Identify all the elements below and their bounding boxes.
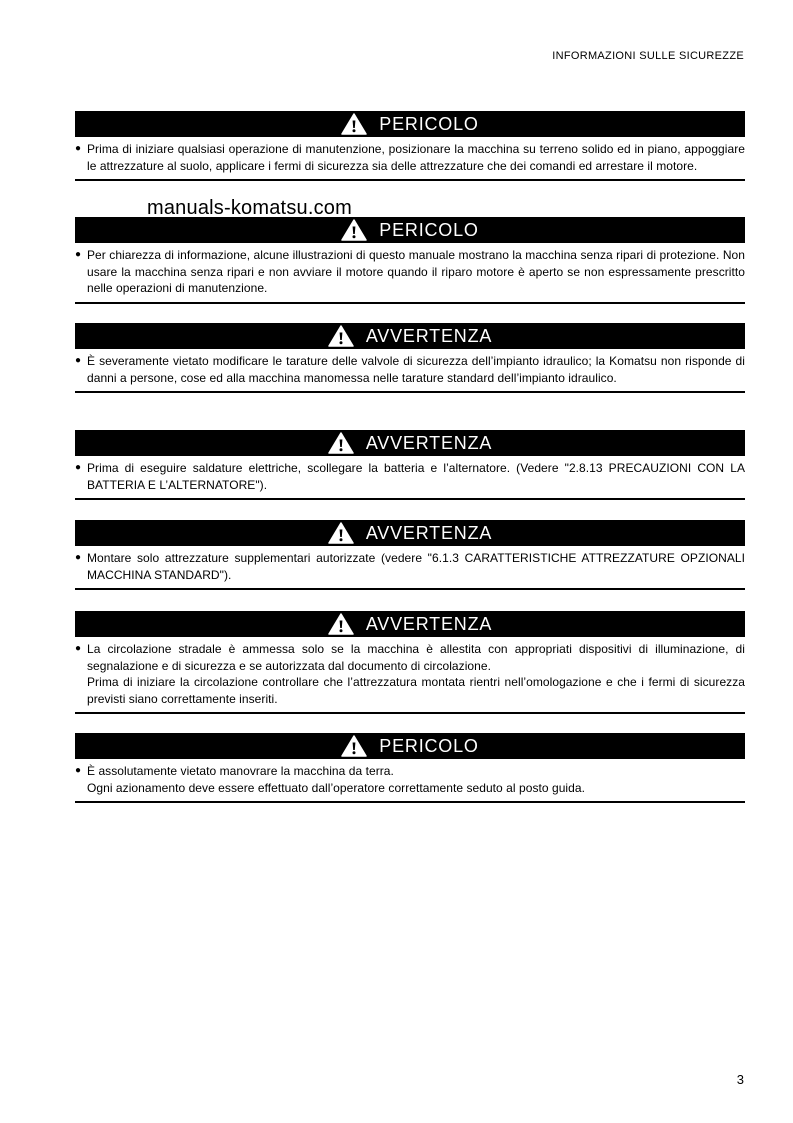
notice-avvertenza bbox=[75, 430, 745, 500]
notice-body bbox=[75, 759, 745, 801]
notice-header bbox=[75, 733, 745, 759]
notice-body bbox=[75, 546, 745, 588]
bullet-icon: ● bbox=[75, 143, 82, 154]
notice-title: AVVERTENZA bbox=[365, 613, 493, 634]
notice-paragraph: Montare solo attrezzature supplementari autorizzate (vedere "6.1.3 CARATTERISTICHE ATTREZZATURE OPZIONALI MACCHINA STANDARD"). bbox=[87, 551, 745, 582]
warning-triangle-icon bbox=[328, 325, 354, 347]
notice-avvertenza bbox=[75, 611, 745, 714]
notice-title: PERICOLO bbox=[379, 113, 479, 134]
notice-paragraph: Prima di eseguire saldature elettriche, scollegare la batteria e l’alternatore. (Vedere "2.8.13 PRECAUZIONI CON LA BATTERIA E L’ALTERNATORE"). bbox=[87, 461, 745, 492]
notice-title: AVVERTENZA bbox=[365, 325, 493, 346]
bullet-icon: ● bbox=[75, 643, 82, 654]
notice-title: AVVERTENZA bbox=[365, 432, 493, 453]
warning-triangle-icon bbox=[328, 613, 354, 635]
notice-item bbox=[75, 763, 745, 796]
notice-header bbox=[75, 217, 745, 243]
notice-body bbox=[75, 637, 745, 712]
warning-triangle-icon bbox=[328, 432, 354, 454]
notice-item bbox=[75, 247, 745, 297]
notice-paragraph: Ogni azionamento deve essere effettuato dall’operatore correttamente seduto al posto guida. bbox=[87, 780, 585, 795]
warning-triangle-icon bbox=[328, 522, 354, 544]
bullet-icon: ● bbox=[75, 765, 82, 776]
notice-body bbox=[75, 243, 745, 302]
bullet-icon: ● bbox=[75, 355, 82, 366]
notice-paragraph: Prima di iniziare qualsiasi operazione di manutenzione, posizionare la macchina su terreno solido ed in piano, appoggiare le attrezzature al suolo, applicare i fermi di sicurezza sia delle attrezzature che dei comandi ed arrestare il motore. bbox=[87, 142, 745, 173]
notice-item bbox=[75, 141, 745, 174]
notice-header bbox=[75, 520, 745, 546]
notice-avvertenza bbox=[75, 520, 745, 590]
bullet-icon: ● bbox=[75, 552, 82, 563]
notice-body bbox=[75, 456, 745, 498]
notice-avvertenza bbox=[75, 323, 745, 393]
notice-paragraph: La circolazione stradale è ammessa solo se la macchina è allestita con appropriati dispositivi di illuminazione, di segnalazione e di sicurezza e se autorizzata dal documento di circolazione. bbox=[87, 642, 745, 673]
notice-header bbox=[75, 323, 745, 349]
notice-paragraph: Prima di iniziare la circolazione controllare che l’attrezzatura montata rientri nell’omologazione e che i fermi di sicurezza previsti siano correttamente inseriti. bbox=[87, 675, 745, 706]
notice-header bbox=[75, 111, 745, 137]
page-number: 3 bbox=[736, 1072, 744, 1087]
notice-item bbox=[75, 550, 745, 583]
notice-paragraph: Per chiarezza di informazione, alcune illustrazioni di questo manuale mostrano la macchina senza ripari di protezione. Non usare la macchina senza ripari e non avviare il motore quando il riparo motore è aperto se non espressamente prescritto nelle operazioni di manutenzione. bbox=[87, 248, 745, 295]
warning-triangle-icon bbox=[341, 113, 367, 135]
warning-triangle-icon bbox=[341, 735, 367, 757]
notice-paragraph: È assolutamente vietato manovrare la macchina da terra. bbox=[87, 764, 394, 778]
page-header-section-title: INFORMAZIONI SULLE SICUREZZE bbox=[552, 50, 744, 62]
notice-header bbox=[75, 430, 745, 456]
notice-pericolo bbox=[75, 733, 745, 803]
bullet-icon: ● bbox=[75, 462, 82, 473]
notice-pericolo bbox=[75, 111, 745, 181]
bullet-icon: ● bbox=[75, 249, 82, 260]
notice-title: PERICOLO bbox=[379, 219, 479, 240]
notice-item bbox=[75, 641, 745, 707]
notice-pericolo bbox=[75, 217, 745, 304]
notice-title: AVVERTENZA bbox=[365, 522, 493, 543]
notice-title: PERICOLO bbox=[379, 735, 479, 756]
notice-body bbox=[75, 349, 745, 391]
notice-item bbox=[75, 460, 745, 493]
warning-triangle-icon bbox=[341, 219, 367, 241]
watermark-text: manuals-komatsu.com bbox=[147, 197, 352, 219]
notice-header bbox=[75, 611, 745, 637]
notice-paragraph: È severamente vietato modificare le tarature delle valvole di sicurezza dell’impianto idraulico; la Komatsu non risponde di danni a persone, cose ed alla macchina manomessa nelle tarature standard dell’impianto idraulico. bbox=[87, 354, 745, 385]
notice-body bbox=[75, 137, 745, 179]
notice-item bbox=[75, 353, 745, 386]
